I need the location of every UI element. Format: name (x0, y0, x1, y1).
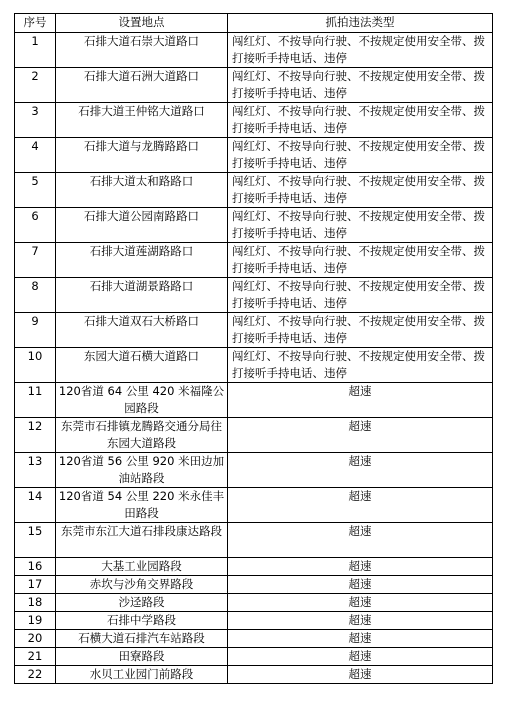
table-row (15, 418, 493, 453)
table-row (15, 68, 493, 103)
row-location: 石排大道石洲大道路口 (56, 68, 228, 103)
row-number: 16 (15, 558, 56, 576)
row-number: 14 (15, 488, 56, 523)
row-number: 18 (15, 594, 56, 612)
row-location: 石排大道公园南路路口 (56, 208, 228, 243)
row-violation-type: 闯红灯、不按导向行驶、不按规定使用安全带、拨打接听手持电话、违停 (228, 173, 493, 208)
row-number: 12 (15, 418, 56, 453)
row-location: 石排大道湖景路路口 (56, 278, 228, 313)
row-violation-type: 闯红灯、不按导向行驶、不按规定使用安全带、拨打接听手持电话、违停 (228, 348, 493, 383)
row-location: 石排中学路段 (56, 612, 228, 630)
table-row (15, 173, 493, 208)
row-violation-type: 超速 (228, 576, 493, 594)
row-location: 东莞市石排镇龙腾路交通分局往东园大道路段 (56, 418, 228, 453)
row-violation-type: 超速 (228, 488, 493, 523)
row-number: 9 (15, 313, 56, 348)
table-row (15, 243, 493, 278)
row-violation-type: 闯红灯、不按导向行驶、不按规定使用安全带、拨打接听手持电话、违停 (228, 103, 493, 138)
row-location: 东园大道石横大道路口 (56, 348, 228, 383)
table-row (15, 523, 493, 558)
header-row (15, 14, 493, 33)
row-location: 水贝工业园门前路段 (56, 666, 228, 684)
row-violation-type: 闯红灯、不按导向行驶、不按规定使用安全带、拨打接听手持电话、违停 (228, 138, 493, 173)
row-location: 沙迳路段 (56, 594, 228, 612)
row-location: 石排大道莲湖路路口 (56, 243, 228, 278)
row-violation-type: 超速 (228, 630, 493, 648)
row-number: 3 (15, 103, 56, 138)
row-violation-type: 闯红灯、不按导向行驶、不按规定使用安全带、拨打接听手持电话、违停 (228, 313, 493, 348)
row-number: 20 (15, 630, 56, 648)
table-row (15, 594, 493, 612)
table-row (15, 33, 493, 68)
row-violation-type: 超速 (228, 612, 493, 630)
row-violation-type: 超速 (228, 558, 493, 576)
row-number: 17 (15, 576, 56, 594)
violation-capture-table (14, 13, 493, 684)
row-number: 5 (15, 173, 56, 208)
row-location: 石排大道石崇大道路口 (56, 33, 228, 68)
row-violation-type: 闯红灯、不按导向行驶、不按规定使用安全带、拨打接听手持电话、违停 (228, 33, 493, 68)
table-row (15, 103, 493, 138)
row-violation-type: 超速 (228, 383, 493, 418)
row-location: 石排大道太和路路口 (56, 173, 228, 208)
row-location: 石横大道石排汽车站路段 (56, 630, 228, 648)
table-row (15, 630, 493, 648)
row-violation-type: 超速 (228, 523, 493, 558)
table-row (15, 488, 493, 523)
header-no: 序号 (15, 14, 56, 33)
table-row (15, 208, 493, 243)
row-violation-type: 闯红灯、不按导向行驶、不按规定使用安全带、拨打接听手持电话、违停 (228, 68, 493, 103)
table-row (15, 648, 493, 666)
row-violation-type: 超速 (228, 453, 493, 488)
table-body (15, 33, 493, 684)
row-violation-type: 闯红灯、不按导向行驶、不按规定使用安全带、拨打接听手持电话、违停 (228, 278, 493, 313)
row-violation-type: 闯红灯、不按导向行驶、不按规定使用安全带、拨打接听手持电话、违停 (228, 243, 493, 278)
row-location: 120省道 54 公里 220 米永佳丰田路段 (56, 488, 228, 523)
row-violation-type: 超速 (228, 648, 493, 666)
table-row (15, 348, 493, 383)
table-row (15, 383, 493, 418)
header-location: 设置地点 (56, 14, 228, 33)
header-type: 抓拍违法类型 (228, 14, 493, 33)
row-violation-type: 超速 (228, 418, 493, 453)
row-number: 2 (15, 68, 56, 103)
table-row (15, 313, 493, 348)
table-row (15, 558, 493, 576)
row-location: 石排大道王仲铭大道路口 (56, 103, 228, 138)
row-violation-type: 闯红灯、不按导向行驶、不按规定使用安全带、拨打接听手持电话、违停 (228, 208, 493, 243)
row-number: 8 (15, 278, 56, 313)
row-number: 21 (15, 648, 56, 666)
row-location: 石排大道与龙腾路路口 (56, 138, 228, 173)
table-row (15, 576, 493, 594)
row-number: 15 (15, 523, 56, 558)
table-row (15, 666, 493, 684)
row-number: 1 (15, 33, 56, 68)
row-violation-type: 超速 (228, 594, 493, 612)
row-number: 10 (15, 348, 56, 383)
row-location: 东莞市东江大道石排段康达路段 (56, 523, 228, 558)
row-location: 石排大道双石大桥路口 (56, 313, 228, 348)
row-number: 13 (15, 453, 56, 488)
row-location: 田寮路段 (56, 648, 228, 666)
row-number: 4 (15, 138, 56, 173)
row-location: 120省道 64 公里 420 米福隆公园路段 (56, 383, 228, 418)
table-row (15, 453, 493, 488)
table-row (15, 278, 493, 313)
table-row (15, 138, 493, 173)
row-location: 赤坎与沙角交界路段 (56, 576, 228, 594)
row-number: 6 (15, 208, 56, 243)
row-number: 11 (15, 383, 56, 418)
row-number: 7 (15, 243, 56, 278)
row-number: 22 (15, 666, 56, 684)
row-violation-type: 超速 (228, 666, 493, 684)
row-number: 19 (15, 612, 56, 630)
table-row (15, 612, 493, 630)
row-location: 大基工业园路段 (56, 558, 228, 576)
row-location: 120省道 56 公里 920 米田边加油站路段 (56, 453, 228, 488)
